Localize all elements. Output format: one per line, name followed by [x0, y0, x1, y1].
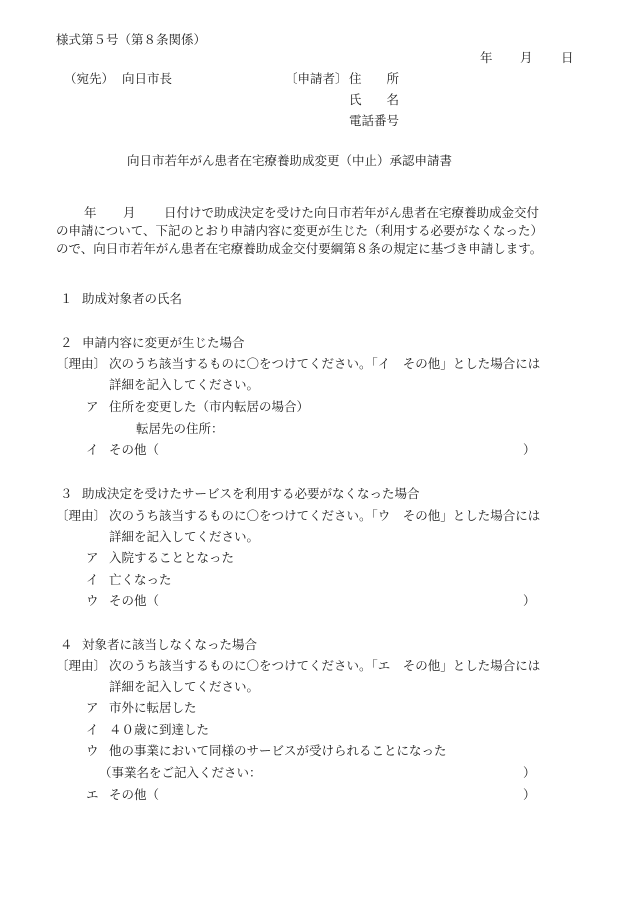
- section4-item-a-text: 市外に転居した: [109, 700, 197, 715]
- section4-item-b-text: ４０歳に到達した: [109, 722, 210, 737]
- section1-number: １: [60, 291, 73, 306]
- section2-item-b-key: イ: [86, 442, 99, 457]
- date-month-label: 月: [520, 50, 533, 65]
- intro-line1: 日付けで助成決定を受けた向日市若年がん患者在宅療養助成金交付: [164, 205, 540, 220]
- recipient-label: （宛先）: [64, 71, 115, 86]
- section4-item-d-key: エ: [86, 787, 99, 802]
- section4-reason-line1: 次のうち該当するものに〇をつけてください。「エ その他」とした場合には: [109, 658, 541, 673]
- applicant-name-label: 氏 名: [349, 92, 400, 107]
- section2-item-b-close: ）: [523, 442, 536, 457]
- section4-item-c-text: 他の事業において同様のサービスが受けられることになった: [109, 743, 447, 758]
- section3-item-a-text: 入院することとなった: [109, 550, 235, 565]
- section2-reason-line2: 詳細を記入してください。: [109, 377, 260, 392]
- applicant-phone-label: 電話番号: [349, 113, 400, 128]
- document-title: 向日市若年がん患者在宅療養助成変更（中止）承認申請書: [127, 153, 453, 168]
- intro-line2: の申請について、下記のとおり申請内容に変更が生じた（利用する必要がなくなった）: [56, 223, 544, 238]
- section3-item-a-key: ア: [86, 550, 99, 565]
- section3-item-c-key: ウ: [86, 593, 99, 608]
- section3-reason-label: 〔理由〕: [56, 508, 107, 523]
- section2-title: 申請内容に変更が生じた場合: [82, 335, 245, 350]
- section3-reason-line1: 次のうち該当するものに〇をつけてください。「ウ その他」とした場合には: [109, 508, 541, 523]
- section4-item-b-key: イ: [86, 722, 99, 737]
- section4-item-d-text: その他（: [109, 787, 160, 802]
- recipient-name: 向日市長: [122, 71, 173, 86]
- intro-line3: ので、向日市若年がん患者在宅療養助成金交付要綱第８条の規定に基づき申請します。: [56, 241, 543, 256]
- date-year-label: 年: [480, 50, 493, 65]
- section4-number: ４: [60, 637, 73, 652]
- section3-number: ３: [60, 486, 73, 501]
- section4-item-d-close: ）: [523, 787, 536, 802]
- section3-reason-line2: 詳細を記入してください。: [109, 529, 260, 544]
- applicant-label: 〔申請者〕: [285, 71, 348, 86]
- section4-reason-line2: 詳細を記入してください。: [109, 679, 260, 694]
- date-day-label: 日: [561, 50, 574, 65]
- section4-title: 対象者に該当しなくなった場合: [82, 637, 258, 652]
- section4-item-c-key: ウ: [86, 743, 99, 758]
- section4-business-label: （事業名をご記入ください：: [99, 765, 262, 780]
- section3-item-c-close: ）: [523, 593, 536, 608]
- intro-year-label: 年: [84, 205, 97, 220]
- intro-month-label: 月: [123, 205, 136, 220]
- section4-business-close: ）: [523, 765, 536, 780]
- section3-title: 助成決定を受けたサービスを利用する必要がなくなった場合: [82, 486, 420, 501]
- section1-title: 助成対象者の氏名: [82, 291, 183, 306]
- section3-item-b-text: 亡くなった: [109, 572, 172, 587]
- section4-reason-label: 〔理由〕: [56, 658, 107, 673]
- form-number: 様式第５号（第８条関係）: [56, 32, 207, 47]
- section2-reason-line1: 次のうち該当するものに〇をつけてください。「イ その他」とした場合には: [109, 356, 541, 371]
- section2-sub-label: 転居先の住所：: [136, 421, 224, 436]
- section4-item-a-key: ア: [86, 700, 99, 715]
- section3-item-b-key: イ: [86, 572, 99, 587]
- section2-number: ２: [60, 335, 73, 350]
- section2-item-b-text: その他（: [109, 442, 160, 457]
- section3-item-c-text: その他（: [109, 593, 160, 608]
- section2-reason-label: 〔理由〕: [56, 356, 107, 371]
- section2-item-a-text: 住所を変更した（市内転居の場合）: [109, 399, 310, 414]
- section2-item-a-key: ア: [86, 399, 99, 414]
- applicant-address-label: 住 所: [349, 71, 400, 86]
